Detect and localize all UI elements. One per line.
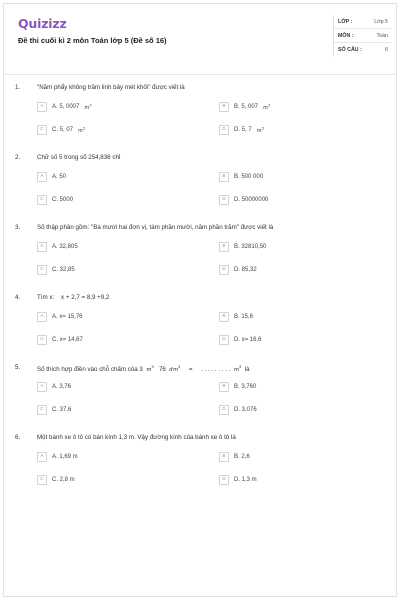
option-d[interactable] bbox=[219, 475, 257, 487]
question-4 bbox=[4, 292, 396, 362]
meta-row-subject bbox=[334, 29, 392, 43]
option-text: B. 5, 007 bbox=[234, 104, 259, 111]
option-letter: A bbox=[37, 172, 47, 182]
option-letter: B bbox=[219, 242, 229, 252]
question-number: 3. bbox=[15, 224, 21, 231]
meta-label: MÔN : bbox=[338, 33, 354, 39]
meta-table bbox=[333, 15, 392, 57]
option-text: D. 1,3 m bbox=[234, 477, 257, 483]
option-text: A. x= 15,76 bbox=[52, 314, 83, 320]
option-b[interactable] bbox=[219, 312, 253, 324]
option-text: A. 5, 0007 bbox=[52, 104, 80, 111]
option-letter: A bbox=[37, 382, 47, 392]
question-number: 2. bbox=[15, 154, 21, 161]
option-text: D. 3,076 bbox=[234, 407, 257, 413]
option-text: A. 50 bbox=[52, 174, 67, 180]
header-divider bbox=[4, 74, 396, 75]
option-text: C. 2,8 m bbox=[52, 477, 75, 483]
option-unit: $m^3$ bbox=[78, 125, 86, 134]
option-letter: D bbox=[219, 335, 229, 345]
option-d[interactable] bbox=[219, 125, 264, 137]
question-5 bbox=[4, 362, 396, 432]
option-letter: D bbox=[219, 195, 229, 205]
option-text: C. 5000 bbox=[52, 197, 74, 203]
option-text: C. 5, 07 bbox=[52, 127, 74, 134]
option-letter: D bbox=[219, 475, 229, 485]
question-3 bbox=[4, 222, 396, 292]
question-text: Một bánh xe ô tô có bán kính 1,3 m. Vậy đường kính của bánh xe ô tô là bbox=[37, 434, 236, 441]
option-c[interactable] bbox=[37, 475, 75, 487]
option-b[interactable] bbox=[219, 452, 250, 464]
question-text: Số thích hợp điền vào chỗ chấm của 3 $m^3$ 76 $dm^3$ = . . . . . . . . . $m^3$ là bbox=[37, 364, 250, 374]
option-a[interactable] bbox=[37, 312, 83, 324]
question-list bbox=[4, 82, 396, 502]
question-number: 6. bbox=[15, 434, 21, 441]
question-2 bbox=[4, 152, 396, 222]
option-letter: A bbox=[37, 242, 47, 252]
question-text: Tìm x: x + 2,7 = 8,9 +9,2 bbox=[37, 294, 110, 301]
option-letter: B bbox=[219, 452, 229, 462]
option-c[interactable] bbox=[37, 195, 73, 207]
question-text: Chữ số 5 trong số 254,836 chỉ bbox=[37, 154, 121, 161]
meta-row-class bbox=[334, 15, 392, 29]
option-c[interactable] bbox=[37, 405, 71, 417]
option-text: B. 3,760 bbox=[234, 384, 257, 390]
option-text: A. 32,805 bbox=[52, 244, 78, 250]
option-c[interactable] bbox=[37, 335, 83, 347]
option-unit: $m^3$ bbox=[256, 125, 265, 134]
option-c[interactable] bbox=[37, 125, 85, 137]
option-letter: D bbox=[219, 405, 229, 415]
option-letter: B bbox=[219, 382, 229, 392]
option-unit: $m^3$ bbox=[84, 102, 92, 111]
option-a[interactable] bbox=[37, 382, 71, 394]
option-d[interactable] bbox=[219, 405, 257, 417]
meta-value: Lớp 5 bbox=[374, 19, 388, 25]
question-6 bbox=[4, 432, 396, 502]
option-a[interactable] bbox=[37, 172, 66, 184]
question-text: Số thập phân gồm: "Ba mươi hai đơn vị, tám phần mười, năm phần trăm" được viết là bbox=[37, 224, 274, 231]
question-text: "Năm phẩy không trăm linh bảy mét khối" được viết là bbox=[37, 84, 185, 91]
option-letter: A bbox=[37, 452, 47, 462]
option-b[interactable] bbox=[219, 102, 270, 114]
option-letter: B bbox=[219, 312, 229, 322]
option-c[interactable] bbox=[37, 265, 75, 277]
option-text: B. 32810,50 bbox=[234, 244, 267, 250]
option-letter: C bbox=[37, 335, 47, 345]
option-letter: D bbox=[219, 265, 229, 275]
worksheet-page bbox=[3, 3, 397, 597]
option-text: D. 85,32 bbox=[234, 267, 257, 273]
option-a[interactable] bbox=[37, 452, 78, 464]
option-letter: B bbox=[219, 172, 229, 182]
question-number: 4. bbox=[15, 294, 21, 301]
option-letter: D bbox=[219, 125, 229, 135]
option-d[interactable] bbox=[219, 265, 257, 277]
option-text: B. 15,6 bbox=[234, 314, 254, 320]
option-letter: A bbox=[37, 102, 47, 112]
option-text: D. x= 16,6 bbox=[234, 337, 262, 343]
option-text: A. 1,69 m bbox=[52, 454, 78, 460]
option-b[interactable] bbox=[219, 172, 263, 184]
option-text: B. 2,6 bbox=[234, 454, 250, 460]
option-text: B. 500 000 bbox=[234, 174, 264, 180]
option-d[interactable] bbox=[219, 335, 262, 347]
question-number: 5. bbox=[15, 364, 21, 371]
option-text: D. 5, 7 bbox=[234, 127, 252, 134]
option-unit: $m^3$ bbox=[263, 102, 271, 111]
option-letter: C bbox=[37, 125, 47, 135]
option-d[interactable] bbox=[219, 195, 268, 207]
question-number: 1. bbox=[15, 84, 21, 91]
question-1 bbox=[4, 82, 396, 152]
meta-value: 6 bbox=[385, 47, 388, 53]
option-letter: A bbox=[37, 312, 47, 322]
option-text: A. 3,76 bbox=[52, 384, 72, 390]
quizizz-logo: Quizizz bbox=[18, 16, 67, 31]
option-text: C. 37,6 bbox=[52, 407, 72, 413]
option-letter: C bbox=[37, 405, 47, 415]
worksheet-header bbox=[4, 4, 396, 62]
meta-label: SỐ CÂU : bbox=[338, 47, 362, 53]
option-a[interactable] bbox=[37, 242, 78, 254]
option-text: C. 32,85 bbox=[52, 267, 75, 273]
option-b[interactable] bbox=[219, 382, 256, 394]
option-letter: C bbox=[37, 265, 47, 275]
option-text: C. x= 14,67 bbox=[52, 337, 83, 343]
meta-row-count bbox=[334, 43, 392, 57]
option-letter: C bbox=[37, 475, 47, 485]
meta-value: Toán bbox=[376, 33, 388, 39]
option-letter: C bbox=[37, 195, 47, 205]
option-text: D. 50000000 bbox=[234, 197, 269, 203]
worksheet-title: Đề thi cuối kì 2 môn Toán lớp 5 (Đề số 16) bbox=[18, 36, 167, 45]
option-letter: B bbox=[219, 102, 229, 112]
option-b[interactable] bbox=[219, 242, 266, 254]
option-a[interactable] bbox=[37, 102, 92, 114]
meta-label: LỚP : bbox=[338, 19, 353, 25]
